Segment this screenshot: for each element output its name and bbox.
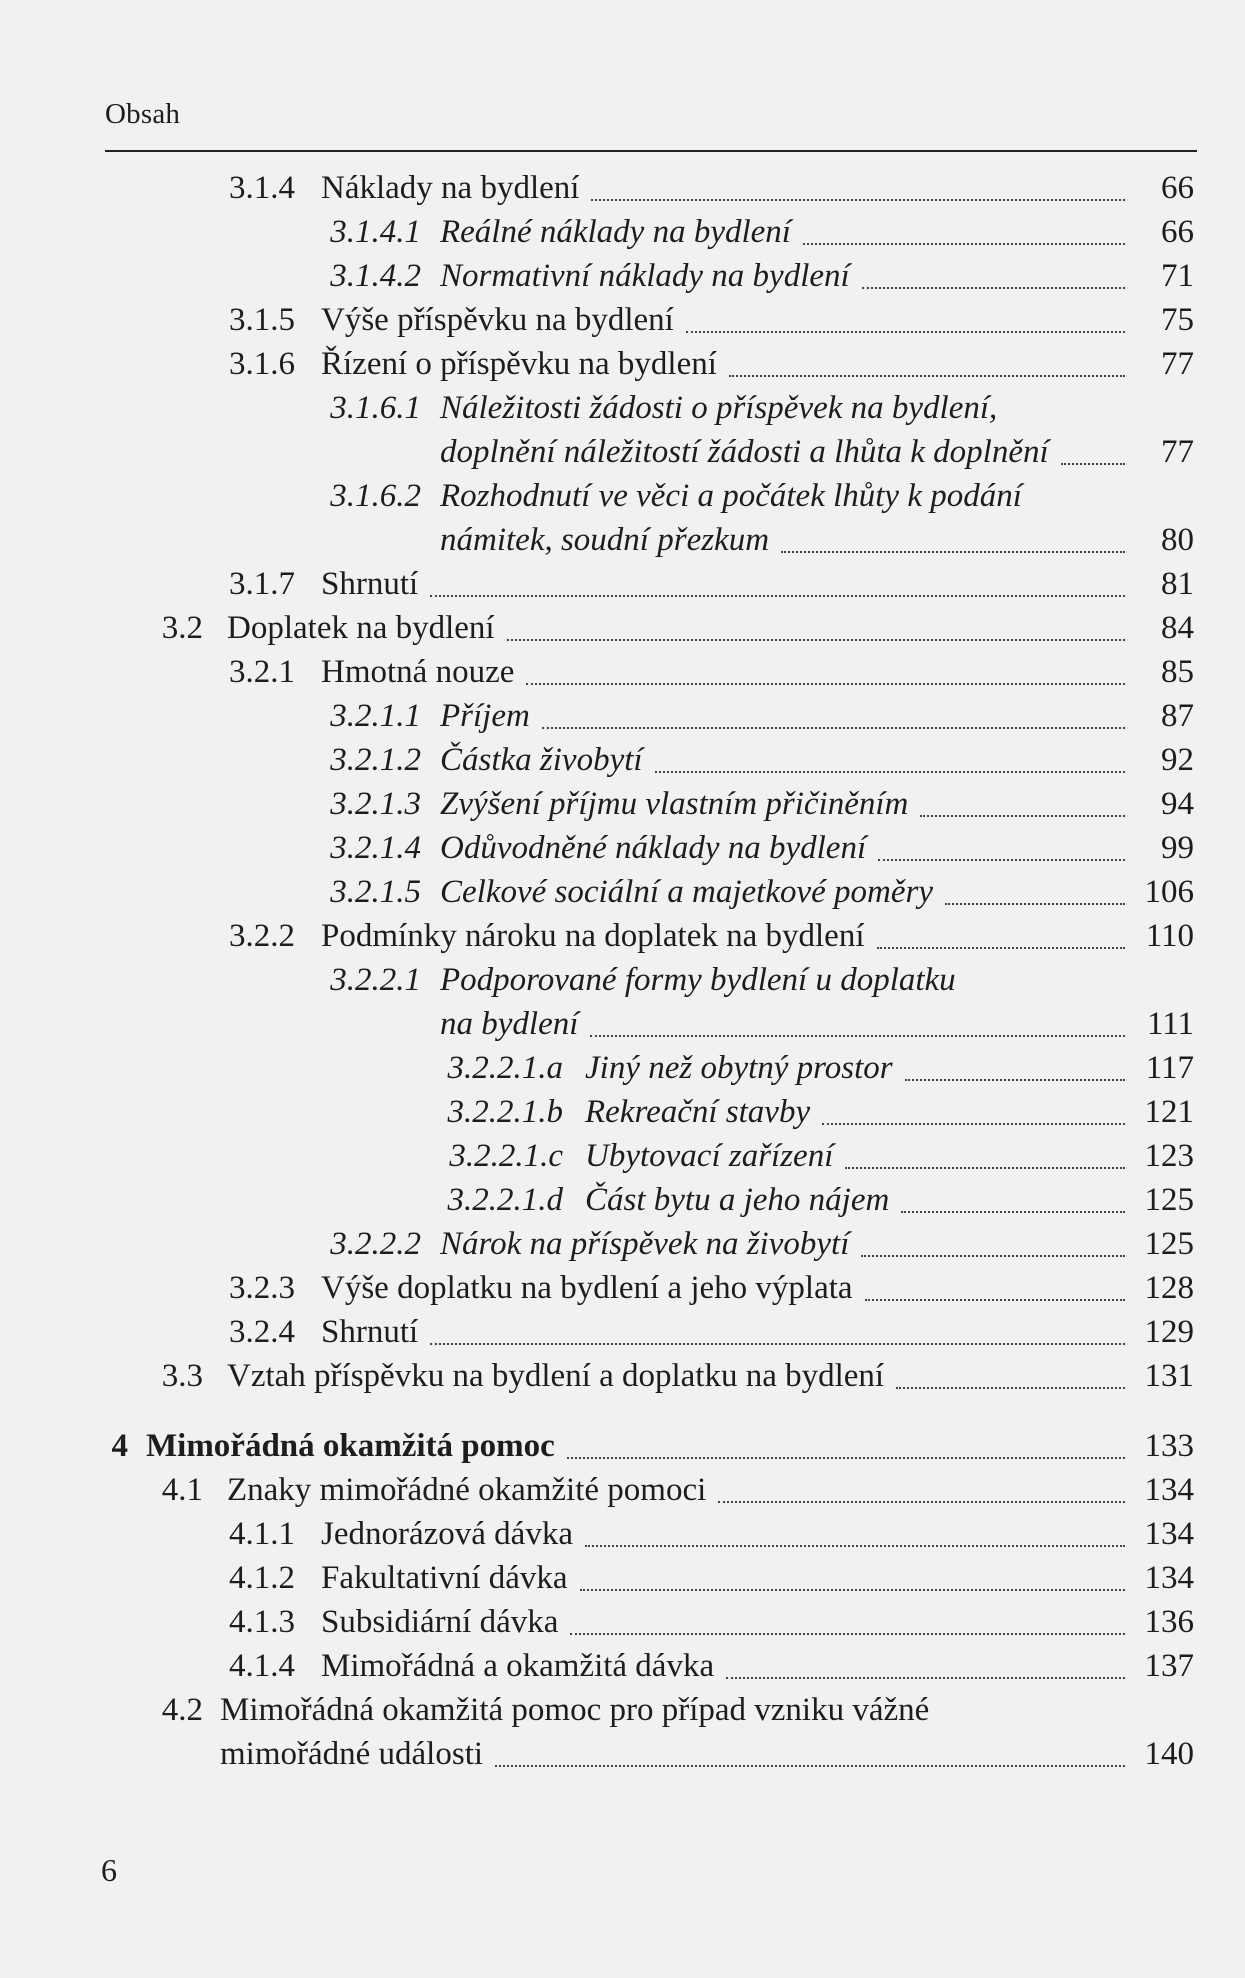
toc-dot-leader (945, 903, 1125, 905)
toc-entry-page: 94 (1161, 786, 1194, 822)
toc-dot-leader (430, 595, 1125, 597)
toc-entry-number: 4 (111, 1428, 128, 1464)
toc-dot-leader (920, 815, 1125, 817)
toc-entry-title: námitek, soudní přezkum (440, 522, 770, 558)
toc-entry-page: 66 (1161, 214, 1194, 250)
toc-entry-title: Odůvodněné náklady na bydlení (440, 830, 867, 866)
toc-entry-page: 106 (1144, 874, 1194, 910)
toc-dot-leader (845, 1167, 1125, 1169)
toc-entry-number: 3.2.1.2 (330, 742, 421, 778)
toc-entry-title: Vztah příspěvku na bydlení a doplatku na bydlení (227, 1358, 885, 1394)
toc-dot-leader (591, 199, 1125, 201)
toc-entry-number: 3.2.2.1 (330, 962, 421, 998)
toc-entry-title: Rozhodnutí ve věci a počátek lhůty k podání (440, 478, 1022, 514)
toc-entry-page: 125 (1144, 1226, 1194, 1262)
toc-entry-page: 128 (1144, 1270, 1194, 1306)
page-number: 6 (101, 1852, 117, 1888)
toc-dot-leader (570, 1633, 1125, 1635)
toc-entry-number: 3.1.4 (229, 170, 295, 206)
toc-entry-page: 66 (1161, 170, 1194, 206)
toc-dot-leader (862, 287, 1125, 289)
toc-entry-page: 123 (1144, 1138, 1194, 1174)
toc-dot-leader (655, 771, 1125, 773)
toc-dot-leader (781, 551, 1125, 553)
toc-dot-leader (430, 1343, 1125, 1345)
toc-dot-leader (495, 1765, 1125, 1767)
toc-entry-page: 125 (1144, 1182, 1194, 1218)
header-rule (105, 150, 1197, 152)
toc-entry-title: Částka živobytí (440, 742, 643, 778)
toc-entry-title: Ubytovací zařízení (585, 1138, 834, 1174)
toc-dot-leader (567, 1457, 1125, 1459)
toc-entry-title: Shrnutí (321, 566, 419, 602)
toc-entry-page: 134 (1144, 1516, 1194, 1552)
toc-dot-leader (901, 1211, 1125, 1213)
toc-entry-title: Hmotná nouze (321, 654, 515, 690)
toc-entry-number: 3.1.7 (229, 566, 295, 602)
toc-entry-page: 117 (1145, 1050, 1194, 1086)
toc-entry-title: Náklady na bydlení (321, 170, 580, 206)
toc-dot-leader (507, 639, 1125, 641)
toc-entry-title: Mimořádná a okamžitá dávka (321, 1648, 715, 1684)
toc-entry-page: 71 (1161, 258, 1194, 294)
toc-entry-number: 3.1.4.1 (330, 214, 421, 250)
toc-entry-number: 3.2.2.2 (330, 1226, 421, 1262)
toc-entry-title: Fakultativní dávka (321, 1560, 568, 1596)
toc-entry-number: 3.2.4 (229, 1314, 295, 1350)
toc-entry-title: Část bytu a jeho nájem (585, 1182, 890, 1218)
toc-entry-title: Rekreační stavby (585, 1094, 811, 1130)
toc-entry-number: 3.2.3 (229, 1270, 295, 1306)
toc-entry-page: 77 (1161, 434, 1194, 470)
toc-dot-leader (718, 1501, 1125, 1503)
toc-dot-leader (686, 331, 1125, 333)
toc-dot-leader (905, 1079, 1125, 1081)
toc-dot-leader (822, 1123, 1125, 1125)
toc-dot-leader (861, 1255, 1125, 1257)
toc-dot-leader (803, 243, 1125, 245)
toc-dot-leader (542, 727, 1125, 729)
toc-entry-number: 3.2.1 (229, 654, 295, 690)
toc-dot-leader (729, 375, 1125, 377)
toc-entry-number: 4.1.3 (229, 1604, 295, 1640)
toc-dot-leader (590, 1035, 1125, 1037)
toc-entry-number: 3.2.2.1.c (449, 1138, 563, 1174)
toc-entry-number: 3.1.5 (229, 302, 295, 338)
toc-entry-number: 3.1.6.1 (330, 390, 421, 426)
toc-entry-page: 92 (1161, 742, 1194, 778)
toc-entry-title: Jiný než obytný prostor (585, 1050, 893, 1086)
toc-entry-number: 4.2 (161, 1692, 203, 1728)
running-head: Obsah (105, 98, 181, 130)
toc-entry-title: Reálné náklady na bydlení (440, 214, 791, 250)
toc-entry-page: 133 (1144, 1428, 1194, 1464)
toc-entry-page: 81 (1161, 566, 1194, 602)
toc-entry-page: 111 (1146, 1006, 1194, 1042)
toc-entry-title: Nárok na příspěvek na živobytí (440, 1226, 850, 1262)
toc-entry-number: 3.2.2 (229, 918, 295, 954)
toc-entry-page: 129 (1144, 1314, 1194, 1350)
toc-entry-title: Mimořádná okamžitá pomoc pro případ vzniku vážné (220, 1692, 930, 1728)
toc-entry-number: 3.3 (161, 1358, 203, 1394)
toc-dot-leader (878, 859, 1125, 861)
toc-entry-number: 4.1.4 (229, 1648, 295, 1684)
toc-entry-title: Shrnutí (321, 1314, 419, 1350)
toc-entry-title: Znaky mimořádné okamžité pomoci (227, 1472, 707, 1508)
toc-entry-title: Subsidiární dávka (321, 1604, 559, 1640)
toc-entry-page: 87 (1161, 698, 1194, 734)
toc-entry-page: 110 (1145, 918, 1194, 954)
toc-entry-title: Náležitosti žádosti o příspěvek na bydlení, (440, 390, 998, 426)
toc-entry-page: 121 (1144, 1094, 1194, 1130)
toc-entry-number: 3.2.2.1.b (447, 1094, 563, 1130)
toc-entry-page: 134 (1144, 1560, 1194, 1596)
toc-entry-page: 131 (1144, 1358, 1194, 1394)
toc-entry-page: 134 (1144, 1472, 1194, 1508)
toc-dot-leader (726, 1677, 1125, 1679)
toc-entry-number: 3.2.1.4 (330, 830, 421, 866)
toc-entry-title: Výše příspěvku na bydlení (321, 302, 674, 338)
toc-dot-leader (526, 683, 1125, 685)
toc-entry-title: Příjem (440, 698, 530, 734)
toc-entry-title: na bydlení (440, 1006, 579, 1042)
toc-entry-title: Doplatek na bydlení (227, 610, 495, 646)
toc-entry-number: 4.1.1 (229, 1516, 295, 1552)
toc-dot-leader (865, 1299, 1125, 1301)
toc-dot-leader (585, 1545, 1125, 1547)
toc-entry-title: mimořádné události (220, 1736, 484, 1772)
toc-entry-page: 136 (1144, 1604, 1194, 1640)
toc-entry-number: 4.1.2 (229, 1560, 295, 1596)
toc-entry-title: Podporované formy bydlení u doplatku (440, 962, 956, 998)
toc-entry-number: 3.2.1.3 (330, 786, 421, 822)
toc-dot-leader (580, 1589, 1125, 1591)
toc-entry-number: 3.2.1.5 (330, 874, 421, 910)
toc-entry-page: 75 (1161, 302, 1194, 338)
toc-entry-page: 80 (1161, 522, 1194, 558)
toc-dot-leader (896, 1387, 1125, 1389)
toc-entry-page: 77 (1161, 346, 1194, 382)
toc-entry-page: 99 (1161, 830, 1194, 866)
toc-entry-title: Mimořádná okamžitá pomoc (146, 1428, 555, 1464)
toc-entry-title: Podmínky nároku na doplatek na bydlení (321, 918, 865, 954)
toc-dot-leader (877, 947, 1126, 949)
toc-entry-number: 3.1.6.2 (330, 478, 421, 514)
toc-entry-number: 3.2 (161, 610, 203, 646)
toc-entry-title: Zvýšení příjmu vlastním přičiněním (440, 786, 909, 822)
toc-entry-number: 4.1 (161, 1472, 203, 1508)
toc-entry-number: 3.1.4.2 (330, 258, 421, 294)
toc-entry-number: 3.2.1.1 (330, 698, 421, 734)
toc-entry-page: 140 (1144, 1736, 1194, 1772)
toc-entry-title: Normativní náklady na bydlení (440, 258, 850, 294)
toc-entry-title: Řízení o příspěvku na bydlení (321, 346, 717, 382)
toc-entry-number: 3.2.2.1.d (447, 1182, 563, 1218)
toc-entry-number: 3.1.6 (229, 346, 295, 382)
toc-entry-title: Celkové sociální a majetkové poměry (440, 874, 933, 910)
toc-entry-title: Jednorázová dávka (321, 1516, 573, 1552)
toc-entry-page: 84 (1161, 610, 1194, 646)
toc-entry-page: 137 (1144, 1648, 1194, 1684)
toc-dot-leader (1061, 463, 1125, 465)
toc-entry-title: doplnění náležitostí žádosti a lhůta k doplnění (440, 434, 1049, 470)
toc-entry-page: 85 (1161, 654, 1194, 690)
toc-entry-number: 3.2.2.1.a (447, 1050, 563, 1086)
toc-entry-title: Výše doplatku na bydlení a jeho výplata (321, 1270, 853, 1306)
